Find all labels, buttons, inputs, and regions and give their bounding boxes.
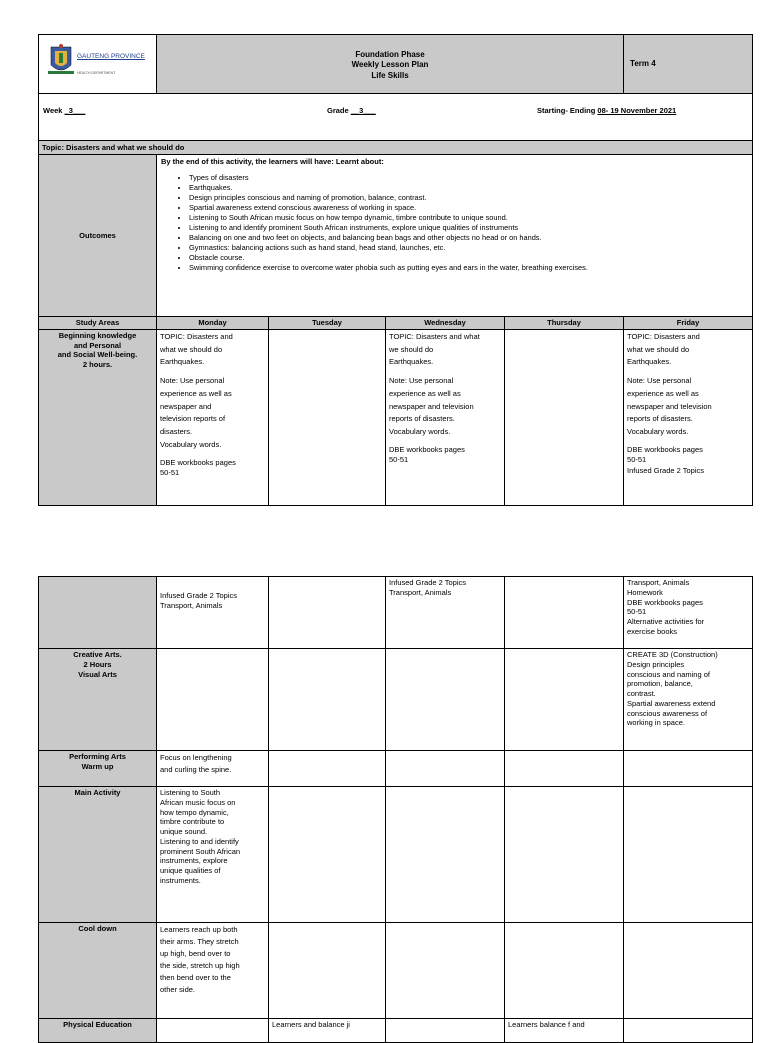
dates-label: Starting- Ending (537, 106, 598, 115)
pa-tuesday-cell (269, 751, 386, 787)
ma-thursday-cell (505, 787, 624, 923)
creative-arts-label: Creative Arts. 2 Hours Visual Arts (39, 649, 157, 751)
bk-tuesday-cell (269, 329, 386, 505)
lesson-plan-table-page-2 (38, 576, 753, 1043)
outcome-item: • Types of disasters (189, 173, 748, 183)
topic-row: Topic: Disasters and what we should do (39, 141, 753, 155)
ma-friday-cell (624, 787, 753, 923)
logo-cell (39, 35, 157, 94)
bk-friday-note: Note: Use personal experience as well as newspaper and television reports of disasters. Vocabulary words. (627, 376, 712, 436)
ma-wednesday-cell (386, 787, 505, 923)
physical-education-label: Physical Education (39, 1019, 157, 1043)
dates-field (537, 106, 676, 116)
week-grade-row (39, 94, 753, 141)
wednesday-header: Wednesday (386, 317, 505, 330)
pa-monday-cell: Focus on lengthening and curling the spine. (157, 751, 269, 787)
outcome-item: • Obstacle course. (189, 253, 748, 263)
bk-friday-topic: TOPIC: Disasters and what we should do Earthquakes. (627, 331, 700, 367)
p2-friday-topics: Transport, Animals Homework DBE workbooks pages 50-51 Alternative activities for exercise books (627, 578, 705, 636)
p2-wednesday-cell (386, 577, 505, 649)
week-value: _3___ (64, 106, 86, 115)
cd-thursday-cell (505, 923, 624, 1019)
outcome-item: • Design principles conscious and naming of promotion, balance, contrast. (189, 193, 748, 203)
main-activity-label: Main Activity (39, 787, 157, 923)
grade-field (327, 106, 376, 116)
ca-wednesday-cell (386, 649, 505, 751)
p2-monday-topics: Infused Grade 2 Topics Transport, Animals (160, 591, 237, 610)
bk-monday-cell (157, 329, 269, 505)
cd-tuesday-cell (269, 923, 386, 1019)
pa-friday-cell (624, 751, 753, 787)
lesson-plan-title: Foundation Phase Weekly Lesson Plan Life Skills (157, 35, 624, 94)
bk-thursday-cell (505, 329, 624, 505)
pa-thursday-cell (505, 751, 624, 787)
thursday-header: Thursday (505, 317, 624, 330)
ma-tuesday-cell (269, 787, 386, 923)
bk-wednesday-cell (386, 329, 505, 505)
ca-friday-cell: CREATE 3D (Construction) Design principles conscious and naming of promotion, balance, contrast. Spartial awareness extend conscious awareness of working in space. (624, 649, 753, 751)
ca-monday-cell (157, 649, 269, 751)
outcome-item: • Earthquakes. (189, 183, 748, 193)
cd-friday-cell (624, 923, 753, 1019)
study-areas-header: Study Areas (39, 317, 157, 330)
p2-monday-cell (157, 577, 269, 649)
outcomes-content (157, 155, 753, 317)
cd-wednesday-cell (386, 923, 505, 1019)
bk-monday-topic: TOPIC: Disasters and what we should do Earthquakes. (160, 331, 233, 367)
continued-label-cell (39, 577, 157, 649)
outcome-item: • Balancing on one and two feet on objects, and balancing bean bags and other objects no head or on hands. (189, 233, 748, 243)
outcomes-label: Outcomes (39, 155, 157, 317)
week-label: Week (43, 106, 65, 115)
ca-thursday-cell (505, 649, 624, 751)
performing-arts-label: Performing Arts Warm up (39, 751, 157, 787)
bk-friday-cell (624, 329, 753, 505)
term-label: Term 4 (624, 35, 753, 94)
outcome-item: • Spartial awareness extend conscious awareness of working in space. (189, 203, 748, 213)
p2-friday-cell (624, 577, 753, 649)
bk-monday-note: Note: Use personal experience as well as newspaper and television reports of disasters. Vocabulary words. (160, 376, 232, 449)
pe-friday-cell (624, 1019, 753, 1043)
outcome-item: • Listening to South African music focus on how tempo dynamic, timbre contribute to unique sound. (189, 213, 748, 223)
bk-friday-workbook: DBE workbooks pages 50-51 Infused Grade 2 Topics (627, 444, 705, 475)
p2-thursday-cell (505, 577, 624, 649)
outcome-item: • Swimming confidence exercise to overcome water phobia such as putting eyes and ears in the water, breathing exercises. (189, 263, 748, 273)
cool-down-label: Cool down (39, 923, 157, 1019)
ma-monday-cell: Listening to South African music focus on how tempo dynamic, timbre contribute to unique sound. Listening to and identify prominent South African instruments, explore unique qualities of instruments. (157, 787, 269, 923)
week-field (43, 106, 85, 116)
outcome-item: • Listening to and identify prominent South African instruments, explore unique qualities of instruments (189, 223, 748, 233)
beginning-knowledge-label: Beginning knowledge and Personal and Social Well-being. 2 hours. (39, 329, 157, 505)
outcomes-list (161, 173, 748, 273)
logo-text: GAUTENG PROVINCE (77, 53, 145, 60)
grade-label: Grade (327, 106, 351, 115)
monday-header: Monday (157, 317, 269, 330)
bk-wednesday-note: Note: Use personal experience as well as newspaper and television reports of disasters. Vocabulary words. (389, 376, 474, 436)
cd-monday-cell: Learners reach up both their arms. They stretch up high, bend over to the side, stretch up high then bend over to the other side. (157, 923, 269, 1019)
p2-wednesday-topics: Infused Grade 2 Topics Transport, Animals (389, 578, 466, 597)
lesson-plan-table-page-1 (38, 34, 753, 506)
pe-tuesday-cell: Learners and balance ji (269, 1019, 386, 1043)
friday-header: Friday (624, 317, 753, 330)
pa-wednesday-cell (386, 751, 505, 787)
pe-monday-cell (157, 1019, 269, 1043)
bk-wednesday-topic: TOPIC: Disasters and what we should do Earthquakes. (389, 331, 480, 367)
logo-subtext: HEALTH DEPARTMENT (77, 71, 116, 75)
gauteng-province-logo (47, 43, 147, 83)
tuesday-header: Tuesday (269, 317, 386, 330)
pe-wednesday-cell (386, 1019, 505, 1043)
dates-value: 08- 19 November 2021 (597, 106, 677, 115)
grade-value: __3___ (350, 106, 376, 115)
outcome-item: • Gymnastics: balancing actions such as hand stand, head stand, launches, etc. (189, 243, 748, 253)
pe-thursday-cell: Learners balance f and (505, 1019, 624, 1043)
outcomes-intro: By the end of this activity, the learners will have: Learnt about: (161, 157, 384, 166)
p2-tuesday-cell (269, 577, 386, 649)
ca-tuesday-cell (269, 649, 386, 751)
bk-monday-workbook: DBE workbooks pages 50-51 (160, 457, 236, 477)
bk-wednesday-workbook: DBE workbooks pages 50-51 (389, 444, 465, 465)
